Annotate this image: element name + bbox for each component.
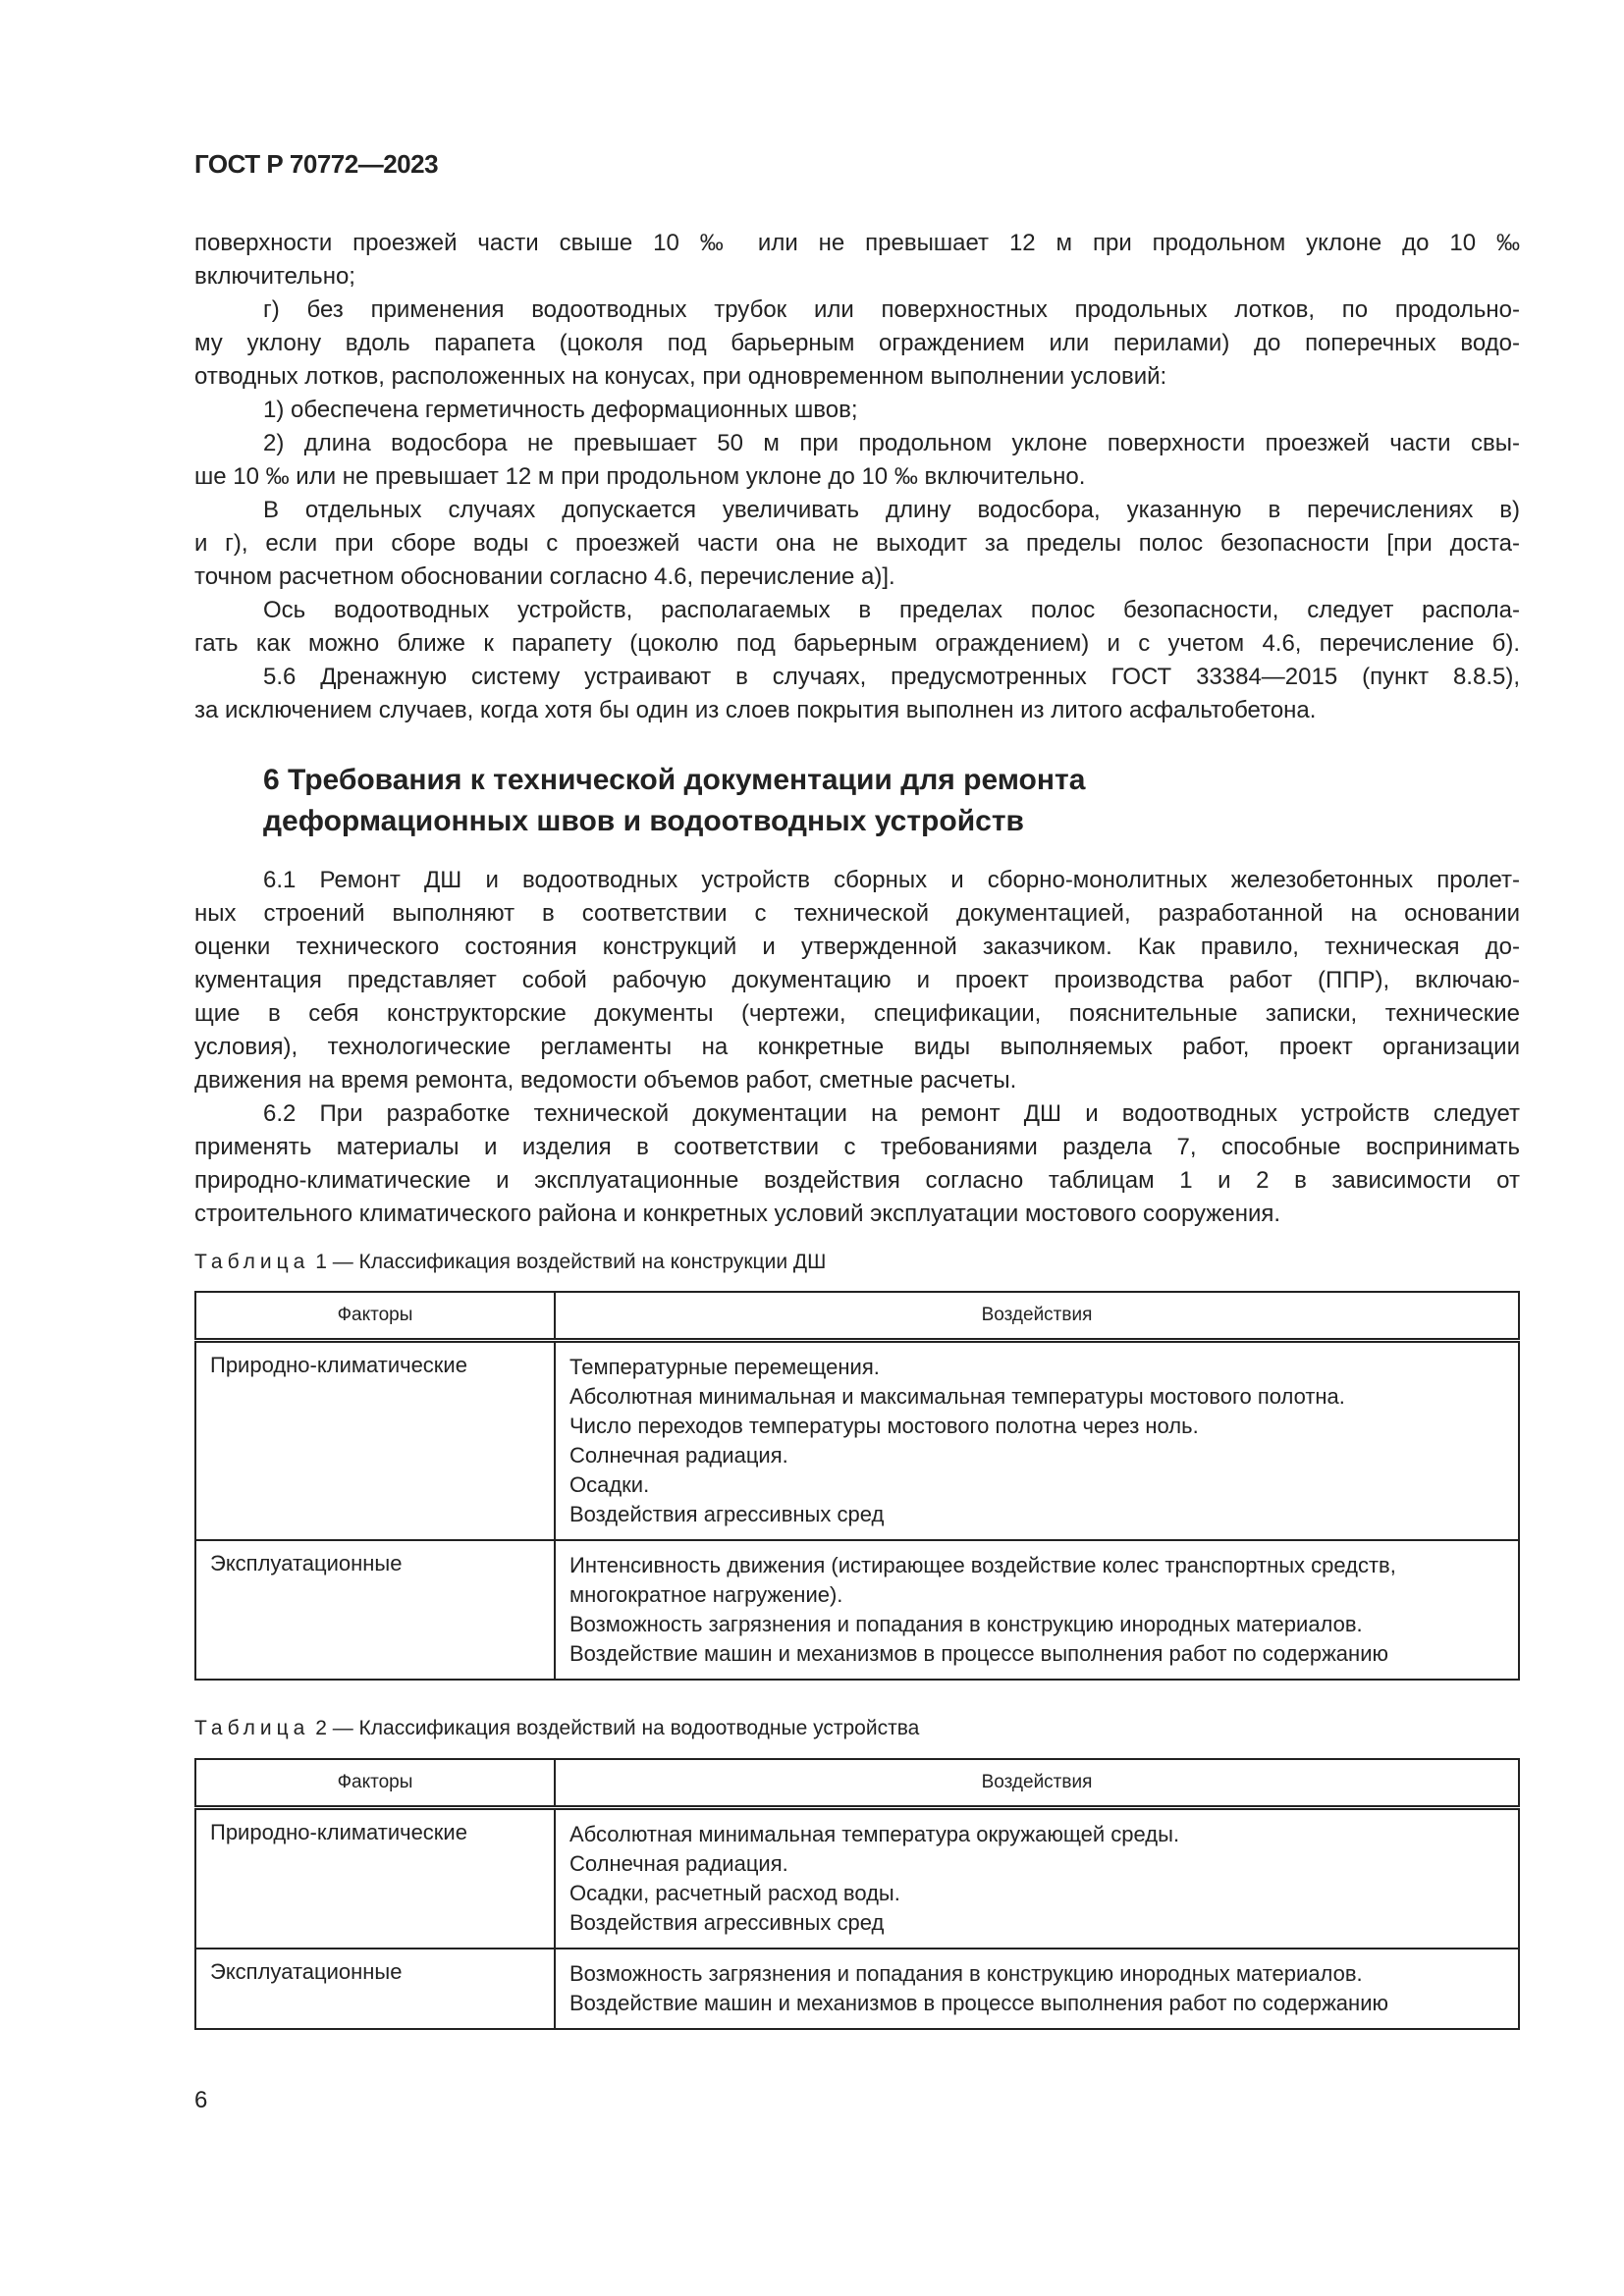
text-line: точном расчетном обосновании согласно 4.6, перечисление а)]. xyxy=(194,563,895,590)
text-line: гать как можно ближе к парапету (цоколю под барьерным ограждением) и с учетом 4.6, перечисление б). xyxy=(194,630,1520,657)
factor-cell: Эксплуатационные xyxy=(195,1949,555,2029)
page-number: 6 xyxy=(194,2087,208,2113)
effect-item: Абсолютная минимальная и максимальная температуры мостового полотна. xyxy=(569,1384,1345,1409)
text-line: строительного климатического района и конкретных условий эксплуатации мостового сооружения. xyxy=(194,1201,1281,1227)
text-line: включительно; xyxy=(194,263,355,290)
section-6-title xyxy=(263,760,1085,842)
table-row xyxy=(195,1808,1519,1949)
text-line: 2) длина водосбора не превышает 50 м при продольном уклоне поверхности проезжей части свы- xyxy=(263,430,1520,456)
document-header: ГОСТ Р 70772—2023 xyxy=(194,149,439,179)
caption-word: Таблица xyxy=(194,1717,310,1739)
text-line: В отдельных случаях допускается увеличивать длину водосбора, указанную в перечислениях в) xyxy=(263,497,1520,523)
effect-item: Возможность загрязнения и попадания в конструкцию инородных материалов. xyxy=(569,1961,1363,1986)
caption-word: Таблица xyxy=(194,1251,310,1273)
caption-text: 2 — Классификация воздействий на водоотводные устройства xyxy=(315,1717,920,1739)
factor-cell: Природно-климатические xyxy=(195,1808,555,1949)
effect-item: многократное нагружение). xyxy=(569,1582,843,1607)
effect-item: Температурные перемещения. xyxy=(569,1355,880,1379)
text-line: кументация представляет собой рабочую документацию и проект производства работ (ППР), включаю- xyxy=(194,967,1520,993)
text-line: г) без применения водоотводных трубок или поверхностных продольных лотков, по продольно- xyxy=(263,296,1520,323)
text-line: 1) обеспечена герметичность деформационных швов; xyxy=(263,397,858,423)
text-line: поверхности проезжей части свыше 10 ‰ или не превышает 12 м при продольном уклоне до 10 ‰ xyxy=(194,230,1520,256)
text-block-section-6 xyxy=(194,864,1520,1231)
text-line: ше 10 ‰ или не превышает 12 м при продольном уклоне до 10 ‰ включительно. xyxy=(194,463,1086,490)
text-block-section-5 xyxy=(194,227,1520,727)
text-line: ных строений выполняют в соответствии с технической документацией, разработанной на основании xyxy=(194,900,1520,927)
factor-cell: Эксплуатационные xyxy=(195,1540,555,1680)
effect-item: Число переходов температуры мостового полотна через ноль. xyxy=(569,1414,1199,1438)
effects-cell xyxy=(555,1808,1519,1949)
text-line: природно-климатические и эксплуатационные воздействия согласно таблицам 1 и 2 в зависимости от xyxy=(194,1167,1520,1194)
table2-caption xyxy=(194,1717,919,1740)
text-line: оценки технического состояния конструкций и утвержденной заказчиком. Как правило, техническая до- xyxy=(194,934,1520,960)
section-title-line: 6 Требования к технической документации для ремонта xyxy=(263,764,1086,796)
effect-item: Осадки. xyxy=(569,1472,650,1497)
column-header: Воздействия xyxy=(555,1759,1519,1808)
effects-cell xyxy=(555,1341,1519,1541)
factor-cell: Природно-климатические xyxy=(195,1341,555,1541)
text-line: за исключением случаев, когда хотя бы один из слоев покрытия выполнен из литого асфальтобетона. xyxy=(194,697,1317,723)
text-line: Ось водоотводных устройств, располагаемых в пределах полос безопасности, следует распола- xyxy=(263,597,1520,623)
effect-item: Воздействие машин и механизмов в процессе выполнения работ по содержанию xyxy=(569,1991,1388,2015)
text-line: 6.1 Ремонт ДШ и водоотводных устройств сборных и сборно-монолитных железобетонных пролет- xyxy=(263,867,1520,893)
effect-item: Воздействия агрессивных сред xyxy=(569,1910,885,1935)
text-line: условия), технологические регламенты на конкретные виды выполняемых работ, проект организации xyxy=(194,1034,1520,1060)
table-row xyxy=(195,1540,1519,1680)
text-line: движения на время ремонта, ведомости объемов работ, сметные расчеты. xyxy=(194,1067,1017,1094)
effect-item: Осадки, расчетный расход воды. xyxy=(569,1881,900,1905)
text-line: и г), если при сборе воды с проезжей части она не выходит за пределы полос безопасности [при доста- xyxy=(194,530,1520,557)
text-line: отводных лотков, расположенных на конусах, при одновременном выполнении условий: xyxy=(194,363,1167,390)
table2 xyxy=(194,1758,1520,2030)
effects-cell xyxy=(555,1949,1519,2029)
table-row xyxy=(195,1341,1519,1541)
effect-item: Солнечная радиация. xyxy=(569,1851,788,1876)
column-header: Факторы xyxy=(195,1759,555,1808)
table1 xyxy=(194,1291,1520,1681)
caption-text: 1 — Классификация воздействий на конструкции ДШ xyxy=(315,1251,827,1273)
section-title-line: деформационных швов и водоотводных устройств xyxy=(263,805,1024,837)
effect-item: Воздействия агрессивных сред xyxy=(569,1502,885,1526)
column-header: Воздействия xyxy=(555,1292,1519,1341)
effect-item: Возможность загрязнения и попадания в конструкцию инородных материалов. xyxy=(569,1612,1363,1636)
table1-caption xyxy=(194,1251,826,1274)
effect-item: Абсолютная минимальная температура окружающей среды. xyxy=(569,1822,1180,1846)
effects-cell xyxy=(555,1540,1519,1680)
text-line: щие в себя конструкторские документы (чертежи, спецификации, пояснительные записки, технические xyxy=(194,1000,1520,1027)
text-line: 6.2 При разработке технической документации на ремонт ДШ и водоотводных устройств следует xyxy=(263,1100,1520,1127)
text-line: применять материалы и изделия в соответствии с требованиями раздела 7, способные воспринимать xyxy=(194,1134,1520,1160)
effect-item: Солнечная радиация. xyxy=(569,1443,788,1468)
text-line: му уклону вдоль парапета (цоколя под барьерным ограждением или перилами) до поперечных водо- xyxy=(194,330,1520,356)
table-row xyxy=(195,1949,1519,2029)
text-line: 5.6 Дренажную систему устраивают в случаях, предусмотренных ГОСТ 33384—2015 (пункт 8.8.5), xyxy=(263,664,1520,690)
column-header: Факторы xyxy=(195,1292,555,1341)
effect-item: Воздействие машин и механизмов в процессе выполнения работ по содержанию xyxy=(569,1641,1388,1666)
effect-item: Интенсивность движения (истирающее воздействие колес транспортных средств, xyxy=(569,1553,1396,1577)
